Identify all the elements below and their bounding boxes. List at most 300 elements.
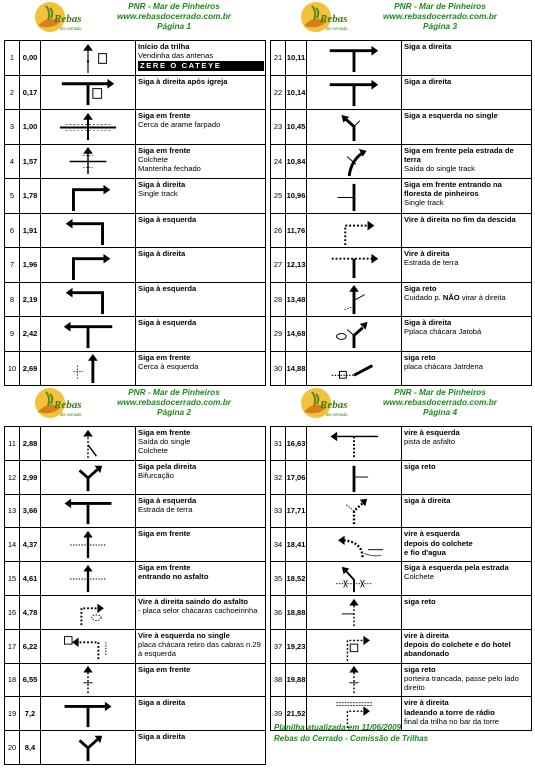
page-header [4, 0, 266, 40]
table-row [5, 317, 266, 352]
turn-right-icon [41, 180, 135, 212]
turn-right-icon [41, 249, 135, 281]
instruction-cell [402, 562, 532, 596]
table-row [5, 731, 266, 765]
instruction-title: Siga a direita [404, 42, 452, 51]
km-value: 21,52 [286, 697, 307, 731]
direction-cell [41, 282, 136, 317]
km-value: 7,2 [20, 697, 41, 731]
step-number: 20 [5, 731, 20, 765]
logo-text: Rebas [320, 13, 348, 25]
direction-cell [41, 528, 136, 562]
km-value: 1,57 [20, 144, 41, 179]
table-row [5, 663, 266, 697]
route-table [4, 40, 266, 386]
km-value: 18,88 [286, 595, 307, 629]
instruction-cell [136, 144, 266, 179]
step-number: 39 [271, 697, 286, 731]
instruction-title: Siga a direita [138, 698, 186, 708]
table-row [271, 41, 532, 76]
table-row [5, 528, 266, 562]
direction-cell [307, 41, 402, 76]
instruction-cell [402, 213, 532, 248]
km-value: 16,63 [286, 427, 307, 461]
table-row [5, 494, 266, 528]
table-row [271, 75, 532, 110]
instruction-note: entrando no asfalto [138, 572, 209, 582]
instruction-title: Vire à direita [404, 249, 450, 258]
instruction-title: Siga à direita [404, 318, 452, 327]
step-number: 17 [5, 629, 20, 663]
straight-fence-left-icon [41, 352, 135, 384]
table-row [5, 110, 266, 145]
direction-cell [41, 213, 136, 248]
km-value: 14,88 [286, 351, 307, 386]
update-date: Planilha atualizada em 11/06/2009 [274, 723, 402, 732]
km-value: 11,76 [286, 213, 307, 248]
km-value: 2,42 [20, 317, 41, 352]
instruction-note: Saída do single track [404, 163, 475, 173]
instruction-title: Siga à esquerda [138, 283, 197, 293]
instruction-title: siga reto [404, 664, 436, 674]
instruction-cell [136, 179, 266, 214]
step-number: 14 [5, 528, 20, 562]
table-row [271, 629, 532, 663]
tee-right-icon [307, 76, 401, 108]
instruction-cell [136, 460, 266, 494]
instruction-cell [136, 562, 266, 596]
table-row [271, 663, 532, 697]
logo-subtext: do cerrado [326, 412, 348, 417]
route-page-4 [270, 386, 532, 731]
step-number: 6 [5, 213, 20, 248]
km-value: 0,00 [20, 41, 41, 76]
fork-left-fence-icon [307, 563, 401, 594]
instruction-cell [402, 75, 532, 110]
direction-cell [307, 213, 402, 248]
table-row [5, 213, 266, 248]
direction-cell [41, 317, 136, 352]
step-number: 29 [271, 317, 286, 352]
instruction-title: Siga à esquerda [138, 495, 197, 505]
straight-dotted-icon [307, 664, 401, 695]
instruction-note: final da trilha no bar da torre [404, 716, 499, 726]
logo-subtext: do cerrado [60, 412, 82, 417]
step-number: 13 [5, 494, 20, 528]
km-value: 1,00 [20, 110, 41, 145]
instruction-title: Siga pela direita [138, 461, 197, 471]
page-label: Página 3 [422, 21, 458, 31]
turn-right-sign-icon [307, 352, 401, 384]
step-number: 38 [271, 663, 286, 697]
instruction-cell [136, 494, 266, 528]
km-value: 18,52 [286, 562, 307, 596]
km-value: 10,84 [286, 144, 307, 179]
instruction-cell [136, 282, 266, 317]
instruction-note: Single track [138, 189, 178, 199]
route-page-2 [270, 0, 532, 386]
km-value: 10,96 [286, 179, 307, 214]
instruction-title: vire à direita depois do colchete e do hotel abandonado [404, 630, 511, 659]
table-row [271, 248, 532, 283]
instruction-note: placa chácara Jatrdena [404, 361, 483, 371]
website-url: www.rebasdocerrado.com.br [116, 397, 232, 407]
direction-cell [41, 248, 136, 283]
table-row [271, 213, 532, 248]
turn-left-icon [41, 283, 135, 315]
rebas-logo [296, 386, 350, 422]
instruction-cell [402, 282, 532, 317]
direction-cell [307, 282, 402, 317]
instruction-title: siga reto [404, 596, 436, 606]
table-row [271, 179, 532, 214]
tee-right-icon [307, 42, 401, 74]
table-row [5, 75, 266, 110]
direction-cell [307, 663, 402, 697]
km-value: 18,41 [286, 528, 307, 562]
tee-right-dotted-icon [307, 249, 401, 281]
instruction-title: Siga à direita [138, 180, 186, 189]
table-row [5, 427, 266, 461]
direction-cell [307, 528, 402, 562]
table-row [271, 144, 532, 179]
direction-cell [41, 697, 136, 731]
table-row [5, 562, 266, 596]
instruction-title: Vire à direita no fim da descida [404, 214, 516, 224]
dotted-turn-right-icon [307, 214, 401, 246]
instruction-cell [402, 110, 532, 145]
km-value: 4,78 [20, 595, 41, 629]
instruction-cell [136, 427, 266, 461]
table-row [271, 595, 532, 629]
table-row [271, 427, 532, 461]
direction-cell [307, 110, 402, 145]
reset-cateye-banner: ZERE O CATEYE [138, 61, 264, 70]
step-number: 23 [271, 110, 286, 145]
tee-right-icon [41, 698, 135, 729]
instruction-cell [402, 317, 532, 352]
step-number: 36 [271, 595, 286, 629]
page-header [270, 0, 532, 40]
step-number: 2 [5, 75, 20, 110]
direction-cell [41, 460, 136, 494]
step-number: 32 [271, 460, 286, 494]
branch-left-straight-icon [307, 180, 401, 212]
cross-fence-icon [41, 111, 135, 143]
trail-name: PNR - Mar de Pinheiros [394, 387, 486, 397]
instruction-title: Siga a direita [404, 76, 452, 86]
direction-cell [307, 179, 402, 214]
instruction-title: Siga em frente [138, 664, 191, 674]
km-value: 1,78 [20, 179, 41, 214]
km-value: 4,61 [20, 562, 41, 596]
km-value: 2,19 [20, 282, 41, 317]
instruction-cell [136, 528, 266, 562]
instruction-title: Siga em frente [138, 145, 191, 155]
instruction-cell [402, 494, 532, 528]
curve-right-icon [307, 145, 401, 177]
instruction-cell [136, 317, 266, 352]
table-row [5, 41, 266, 76]
instruction-note: Single track [404, 198, 444, 208]
instruction-title: siga à direita [404, 495, 451, 505]
table-row [271, 494, 532, 528]
instruction-note: Cerca à esquerda [138, 361, 199, 371]
table-row [271, 562, 532, 596]
instruction-cell [402, 144, 532, 179]
step-number: 25 [271, 179, 286, 214]
instruction-note: placa chácara retiro das cabras n.29 à esquerda [138, 639, 261, 659]
table-row [271, 460, 532, 494]
page-header [4, 386, 266, 426]
table-row [5, 282, 266, 317]
instruction-title: siga reto [404, 461, 436, 471]
km-value: 10,14 [286, 75, 307, 110]
turn-right-box-icon [307, 631, 401, 662]
instruction-cell [402, 351, 532, 386]
turn-left-icon [41, 214, 135, 246]
instruction-cell [136, 697, 266, 731]
instruction-note: Estrada de terra [404, 258, 459, 268]
direction-cell [41, 144, 136, 179]
sheet-footer [274, 722, 428, 744]
instruction-cell [136, 213, 266, 248]
table-row [5, 629, 266, 663]
direction-cell [307, 629, 402, 663]
instruction-title: siga reto [404, 352, 436, 362]
table-row [5, 144, 266, 179]
direction-cell [307, 562, 402, 596]
step-number: 33 [271, 494, 286, 528]
direction-cell [41, 663, 136, 697]
km-value: 2,99 [20, 460, 41, 494]
curve-left-gate-icon [307, 529, 401, 560]
km-value: 19,23 [286, 629, 307, 663]
instruction-title: Siga em frente [138, 529, 191, 539]
step-number: 19 [5, 697, 20, 731]
step-number: 28 [271, 282, 286, 317]
instruction-title: Siga em frente pela estrada de terra [404, 145, 514, 164]
instruction-note: Saída do single Colchete [138, 437, 191, 456]
instruction-cell [136, 663, 266, 697]
instruction-cell [402, 528, 532, 562]
tee-left-icon [41, 495, 135, 526]
direction-cell [41, 351, 136, 386]
step-number: 21 [271, 41, 286, 76]
website-url: www.rebasdocerrado.com.br [382, 11, 498, 21]
trail-name: PNR - Mar de Pinheiros [394, 1, 486, 11]
route-page-1 [4, 0, 266, 386]
straight-branch-right-icon [307, 462, 401, 493]
instruction-note: Vendinha das antenas [138, 51, 214, 61]
direction-cell [307, 460, 402, 494]
rebas-logo [30, 0, 84, 36]
km-value: 1,96 [20, 248, 41, 283]
instruction-cell [136, 351, 266, 386]
instruction-cell [402, 595, 532, 629]
instruction-note: Estrada de terra [138, 504, 193, 514]
step-number: 26 [271, 213, 286, 248]
table-row [5, 697, 266, 731]
km-value: 17,71 [286, 494, 307, 528]
fork-right-icon [41, 732, 135, 763]
step-number: 8 [5, 282, 20, 317]
fork-right-icon [41, 462, 135, 493]
instruction-title: vire à esquerda [404, 428, 460, 437]
cross-dotted-icon [41, 529, 135, 560]
straight-dotted-icon [41, 664, 135, 695]
km-value: 19,88 [286, 663, 307, 697]
step-number: 30 [271, 351, 286, 386]
trail-name: PNR - Mar de Pinheiros [128, 387, 220, 397]
instruction-note: Colchete [404, 572, 434, 582]
direction-cell [307, 248, 402, 283]
straight-single-icon [41, 428, 135, 459]
step-number: 24 [271, 144, 286, 179]
instruction-cell [402, 629, 532, 663]
cross-gate-icon [41, 145, 135, 177]
direction-cell [41, 731, 136, 765]
direction-cell [41, 494, 136, 528]
start-straight-icon [41, 42, 135, 74]
instruction-cell [136, 731, 266, 765]
step-number: 27 [271, 248, 286, 283]
table-row [271, 282, 532, 317]
direction-cell [41, 595, 136, 629]
direction-cell [307, 75, 402, 110]
direction-cell [307, 595, 402, 629]
table-row [5, 595, 266, 629]
straight-branch-left-icon [307, 597, 401, 628]
instruction-title: Início da trilha [138, 42, 190, 51]
instruction-note: Pplaca chácara Jatobá [404, 327, 482, 337]
instruction-cell [402, 41, 532, 76]
instruction-title: Siga à esquerda [138, 318, 197, 327]
route-table [270, 426, 532, 731]
step-number: 11 [5, 427, 20, 461]
step-number: 34 [271, 528, 286, 562]
logo-text: Rebas [54, 13, 82, 25]
instruction-cell [402, 179, 532, 214]
trail-name: PNR - Mar de Pinheiros [128, 1, 220, 11]
direction-cell [41, 41, 136, 76]
instruction-title: Siga em frente [138, 428, 191, 437]
instruction-title: vire à direita ladeando a torre de rádio [404, 698, 495, 717]
step-number: 15 [5, 562, 20, 596]
instruction-title: Siga reto [404, 283, 437, 293]
instruction-cell [136, 41, 266, 76]
table-row [5, 248, 266, 283]
fork-right-dotted-icon [307, 495, 401, 526]
turn-right-dotted-icon [41, 597, 135, 628]
km-value: 6,55 [20, 663, 41, 697]
instruction-cell [402, 427, 532, 461]
table-row [5, 179, 266, 214]
instruction-title: Siga à esquerda pela estrada [404, 563, 509, 573]
step-number: 9 [5, 317, 20, 352]
km-value: 6,22 [20, 629, 41, 663]
instruction-title: Siga em frente [138, 563, 191, 573]
km-value: 2,69 [20, 351, 41, 386]
tee-left-dotted-icon [307, 428, 401, 459]
direction-cell [307, 351, 402, 386]
direction-cell [307, 144, 402, 179]
instruction-note: - placa selor chácaras cachoeirinha [138, 606, 258, 616]
step-number: 22 [271, 75, 286, 110]
logo-text: Rebas [54, 399, 82, 411]
direction-cell [41, 562, 136, 596]
page-label: Página 2 [156, 407, 192, 417]
instruction-title: Siga em frente entrando na floresta de pinheiros [404, 180, 502, 199]
logo-text: Rebas [320, 399, 348, 411]
page-header [270, 386, 532, 426]
instruction-cell [402, 460, 532, 494]
direction-cell [41, 629, 136, 663]
instruction-cell [136, 629, 266, 663]
direction-cell [41, 110, 136, 145]
step-number: 37 [271, 629, 286, 663]
instruction-title: Siga à direita [138, 249, 186, 258]
turn-left-sign-icon [41, 631, 135, 662]
rebas-logo [296, 0, 350, 36]
tee-left-icon [41, 318, 135, 350]
table-row [271, 317, 532, 352]
route-table [270, 40, 532, 386]
km-value: 1,91 [20, 213, 41, 248]
direction-cell [41, 179, 136, 214]
table-row [5, 351, 266, 386]
instruction-title: Vire à esquerda no single [138, 630, 230, 640]
step-number: 4 [5, 144, 20, 179]
instruction-cell [136, 75, 266, 110]
table-row [271, 528, 532, 562]
km-value: 3,66 [20, 494, 41, 528]
instruction-title: Siga em frente [138, 111, 191, 120]
km-value: 10,11 [286, 41, 307, 76]
page-label: Página 4 [422, 407, 458, 417]
step-number: 35 [271, 562, 286, 596]
instruction-note: pista de asfalto [404, 437, 456, 447]
instruction-title: Siga a esquerda no single [404, 111, 498, 120]
instruction-cell [136, 110, 266, 145]
instruction-title: vire à esquerda depois do colchete e fio d'agua [404, 529, 473, 557]
km-value: 13,48 [286, 282, 307, 317]
website-url: www.rebasdocerrado.com.br [116, 11, 232, 21]
step-number: 7 [5, 248, 20, 283]
website-url: www.rebasdocerrado.com.br [382, 397, 498, 407]
direction-cell [307, 317, 402, 352]
step-number: 18 [5, 663, 20, 697]
km-value: 4,37 [20, 528, 41, 562]
km-value: 17,06 [286, 460, 307, 494]
km-value: 12,13 [286, 248, 307, 283]
step-number: 12 [5, 460, 20, 494]
direction-cell [41, 75, 136, 110]
instruction-title: Siga à esquerda [138, 214, 197, 224]
rebas-logo [30, 386, 84, 422]
route-table [4, 426, 266, 765]
table-row [271, 351, 532, 386]
page-label: Página 1 [156, 21, 192, 31]
instruction-title: Siga a direita [138, 732, 186, 742]
step-number: 10 [5, 351, 20, 386]
km-value: 8,4 [20, 731, 41, 765]
instruction-cell [136, 595, 266, 629]
step-number: 16 [5, 595, 20, 629]
fork-right-sign-icon [307, 318, 401, 350]
step-number: 5 [5, 179, 20, 214]
tee-right-box-icon [41, 76, 135, 108]
